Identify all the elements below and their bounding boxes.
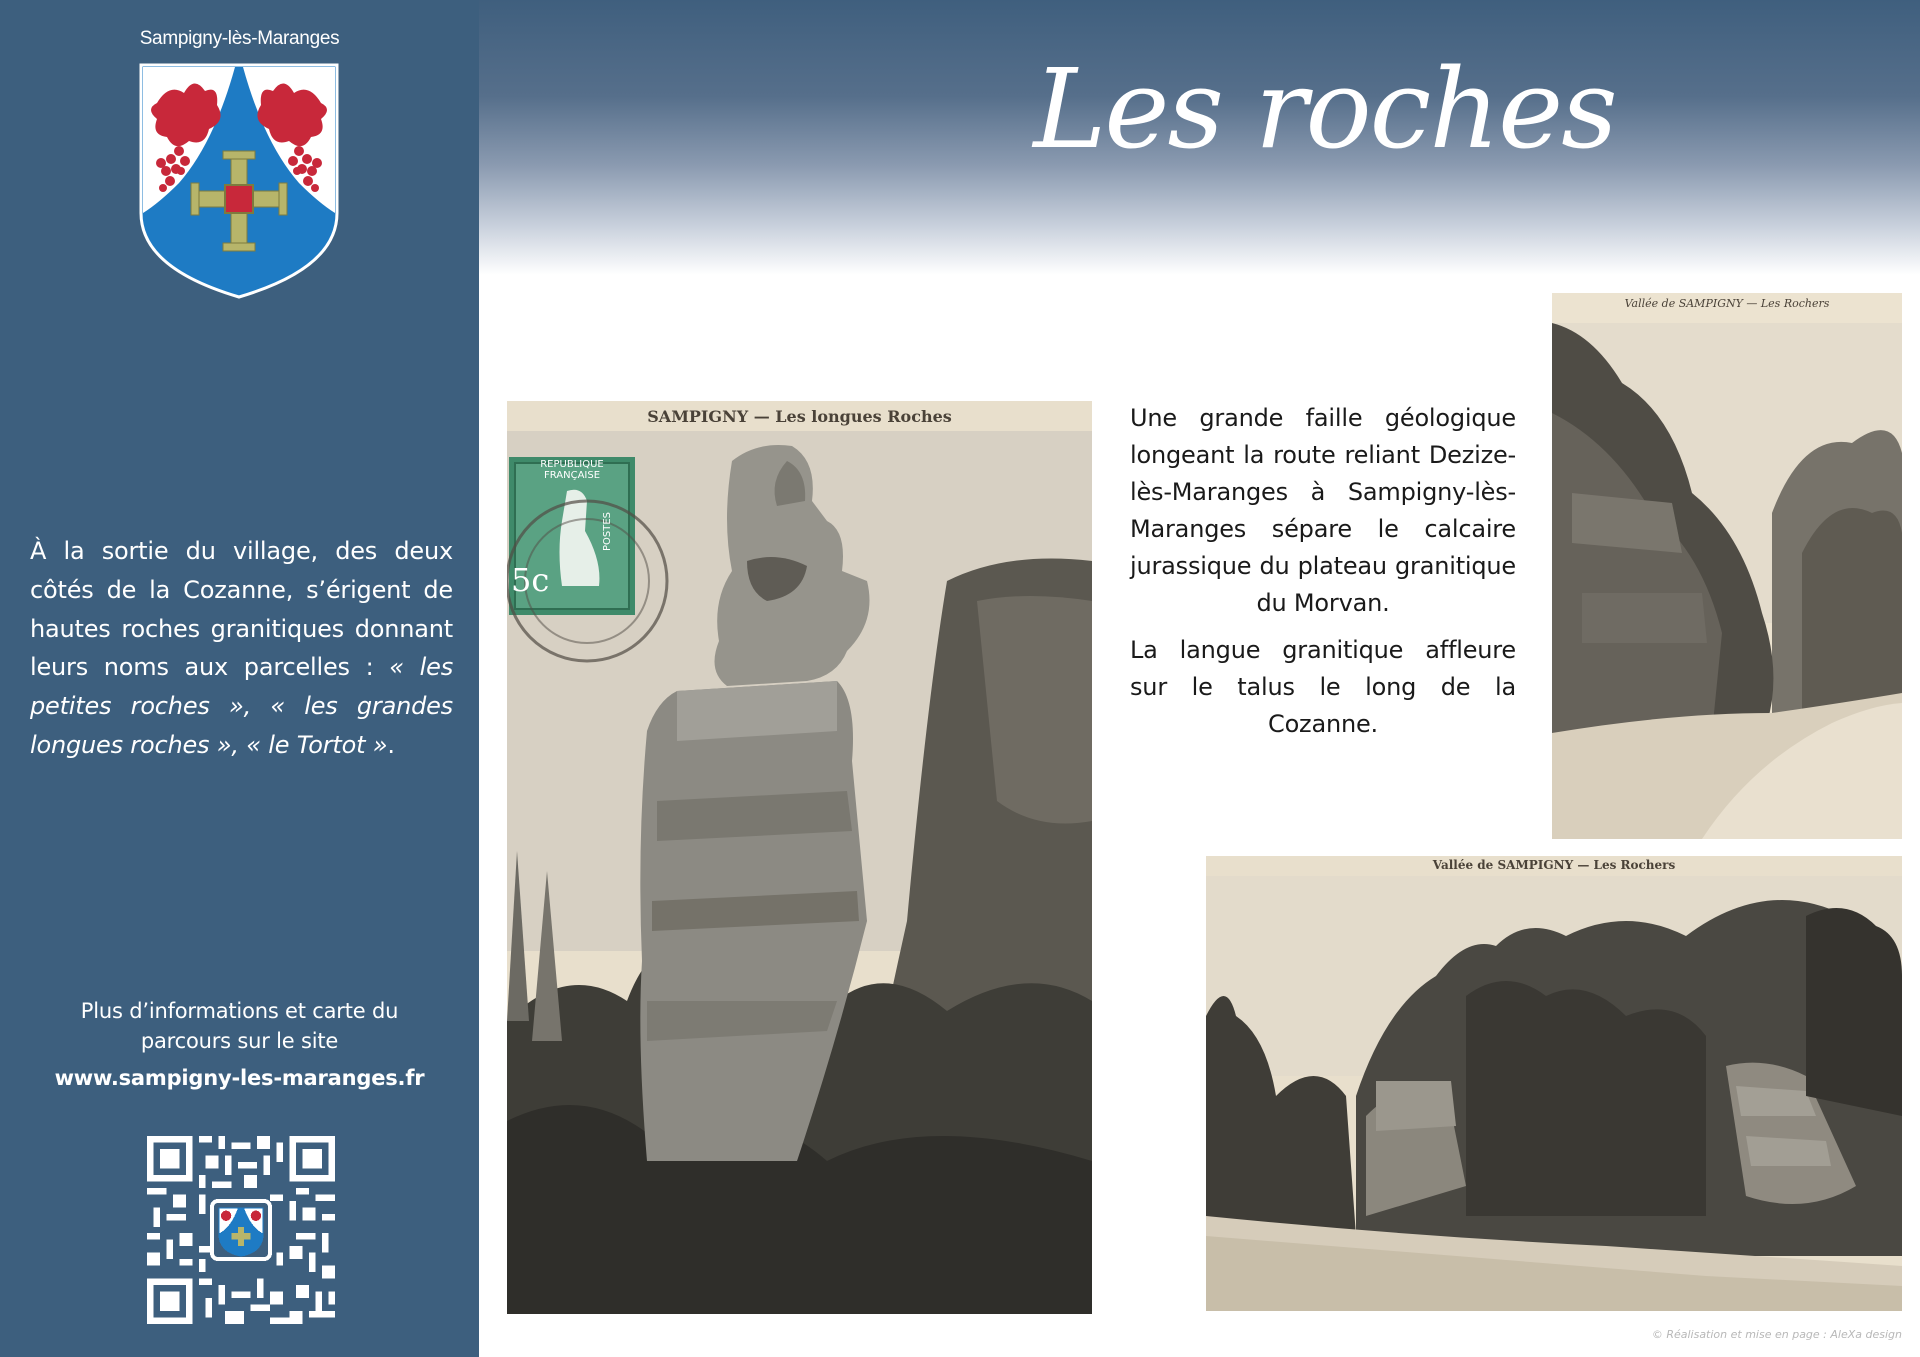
- intro-paragraph: [30, 532, 453, 765]
- postcard-caption: SAMPIGNY — Les longues Roches: [647, 407, 952, 426]
- stamp-side-text: POSTES: [602, 511, 613, 551]
- coat-of-arms-icon: [139, 63, 339, 299]
- cliff-road-illustration: [1552, 293, 1902, 839]
- qr-code-icon[interactable]: [147, 1136, 335, 1324]
- postcard-photo-longues-roches: [507, 401, 1092, 1314]
- postcard-caption: Vallée de SAMPIGNY — Les Rochers: [1432, 858, 1676, 872]
- postcard-photo-vallee-portrait: [1552, 293, 1902, 839]
- postcard-photo-vallee-landscape: [1206, 856, 1902, 1311]
- postcard-caption: Vallée de SAMPIGNY — Les Rochers: [1624, 297, 1830, 310]
- intro-text: À la sortie du village, des deux côtés de la Cozanne, s’érigent de hautes roches granitiques donnant leurs noms aux parcelles :: [30, 537, 453, 682]
- village-name: Sampigny-lès-Maranges: [139, 28, 340, 49]
- rock-pillar-illustration: [507, 401, 1092, 1314]
- stamp-text: REPUBLIQUE FRANÇAISE: [540, 459, 604, 481]
- info-text: Plus d’informations et carte du parcours sur le site: [80, 999, 399, 1053]
- geology-paragraph-2: La langue granitique affleure sur le talus le long de la Cozanne.: [1130, 636, 1516, 738]
- website-link[interactable]: www.sampigny-les-maranges.fr: [54, 1066, 425, 1090]
- intro-parcel-names: « les petites roches », « les grandes longues roches », « le Tortot »: [30, 653, 453, 759]
- sidebar: [0, 0, 479, 1357]
- geology-paragraph-1: Une grande faille géologique longeant la route reliant Dezize-lès-Maranges à Sampigny-lès-Maranges sépare le calcaire jurassique du plateau granitique du Morvan.: [1130, 404, 1516, 617]
- intro-end: .: [387, 730, 395, 759]
- rocks-landscape-illustration: [1206, 856, 1902, 1311]
- design-credit: © Réalisation et mise en page : AleXa design: [1651, 1328, 1902, 1341]
- geology-text: [1130, 400, 1516, 753]
- stamp-value: 5c: [511, 561, 550, 599]
- page-title: Les roches: [1033, 45, 1616, 173]
